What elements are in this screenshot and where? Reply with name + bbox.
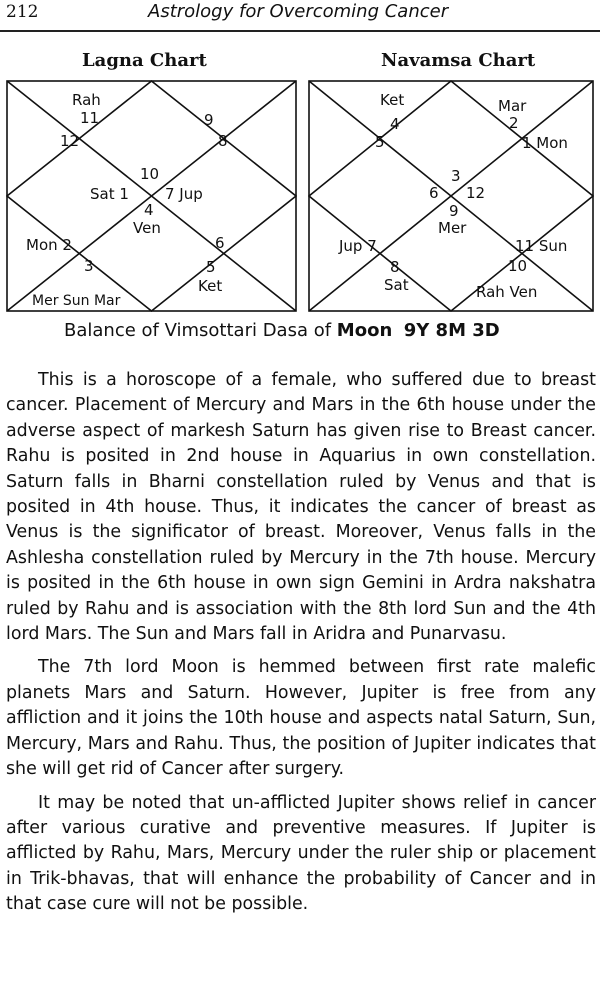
navamsa-house-6: 6	[429, 184, 439, 202]
navamsa-chart	[308, 80, 594, 312]
navamsa-label-mar: Mar	[498, 97, 527, 115]
lagna-house-11: 11	[80, 109, 100, 127]
lagna-house-6: 6	[215, 234, 225, 252]
navamsa-house-2: 2	[509, 114, 519, 132]
dasa-balance-caption	[64, 320, 500, 341]
lagna-label-rah: Rah	[72, 91, 101, 109]
caption-period: 9Y 8M 3D	[403, 320, 500, 341]
lagna-chart	[6, 80, 297, 312]
lagna-house-9: 9	[204, 111, 214, 129]
navamsa-house-5: 5	[375, 133, 385, 151]
navamsa-house-12: 12	[466, 184, 486, 202]
lagna-house-4: 4	[144, 201, 154, 219]
navamsa-house-3: 3	[451, 167, 461, 185]
paragraph: This is a horoscope of a female, who suffered due to breast cancer. Placement of Mercury and Mars in the 6th house under the adverse aspect of markesh Saturn has given rise to Breast cancer. Rahu is posited in 2nd house in Aquarius in own constellation. Saturn falls in Bharni constellation ruled by Venus and that is posited in 4th house. Thus, it indicates the cancer of breast as Venus is the significator of breast. Moreover, Venus falls in the Ashlesha constellation ruled by Mercury in the 7th house. Mercury is posited in the 6th house in own sign Gemini in Ardra nakshatra ruled by Rahu and is association with the 8th lord Sun and the 4th lord Mars. The Sun and Mars fall in Aridra and Punarvasu.	[6, 370, 596, 645]
body-text	[6, 368, 596, 926]
lagna-label-ven: Ven	[133, 219, 161, 237]
lagna-house-12: 12	[60, 132, 80, 150]
lagna-chart-title: Lagna Chart	[82, 50, 207, 71]
lagna-label-mer-sun-mar: Mer Sun Mar	[32, 293, 121, 309]
navamsa-house-4: 4	[390, 115, 400, 133]
lagna-label-mon-2: Mon 2	[26, 236, 72, 254]
paragraph: It may be noted that un-afflicted Jupiter shows relief in cancer after various curative and preventive measures. If Jupiter is afflicted by Rahu, Mars, Mercury under the ruler ship or placement in Trik-bhavas, that will enhance the probability of Cancer and in that case cure will not be possible.	[6, 792, 596, 915]
navamsa-label-sat: Sat	[384, 276, 409, 294]
lagna-label-7-jup: 7 Jup	[165, 185, 203, 203]
navamsa-label-1-mon: 1 Mon	[522, 134, 568, 152]
navamsa-chart-title: Navamsa Chart	[381, 50, 536, 71]
lagna-house-5: 5	[206, 258, 216, 276]
navamsa-label-ket: Ket	[380, 91, 405, 109]
navamsa-label-jup-7: Jup 7	[339, 237, 377, 255]
page-header	[0, 0, 600, 32]
lagna-label-sat-1: Sat 1	[90, 185, 129, 203]
page-number: 212	[6, 2, 39, 22]
lagna-house-8: 8	[218, 132, 228, 150]
navamsa-label-11-sun: 11 Sun	[515, 237, 568, 255]
lagna-house-10: 10	[140, 165, 160, 183]
caption-prefix: Balance of Vimsottari Dasa of	[64, 320, 337, 341]
running-title: Astrology for Overcoming Cancer	[148, 1, 449, 22]
lagna-label-ket: Ket	[198, 277, 223, 295]
navamsa-house-10: 10	[508, 257, 528, 275]
navamsa-house-8: 8	[390, 258, 400, 276]
paragraph: The 7th lord Moon is hemmed between first rate malefic planets Mars and Saturn. However, Jupiter is free from any affliction and it joins the 10th house and aspects natal Saturn, Sun, Mercury, Mars and Rahu. Thus, the position of Jupiter indicates that she will get rid of Cancer after surgery.	[6, 657, 596, 780]
navamsa-label-rah-ven: Rah Ven	[476, 283, 538, 301]
navamsa-house-9: 9	[449, 202, 459, 220]
caption-planet: Moon	[336, 320, 393, 341]
lagna-house-3: 3	[84, 257, 94, 275]
navamsa-label-mer: Mer	[438, 219, 467, 237]
